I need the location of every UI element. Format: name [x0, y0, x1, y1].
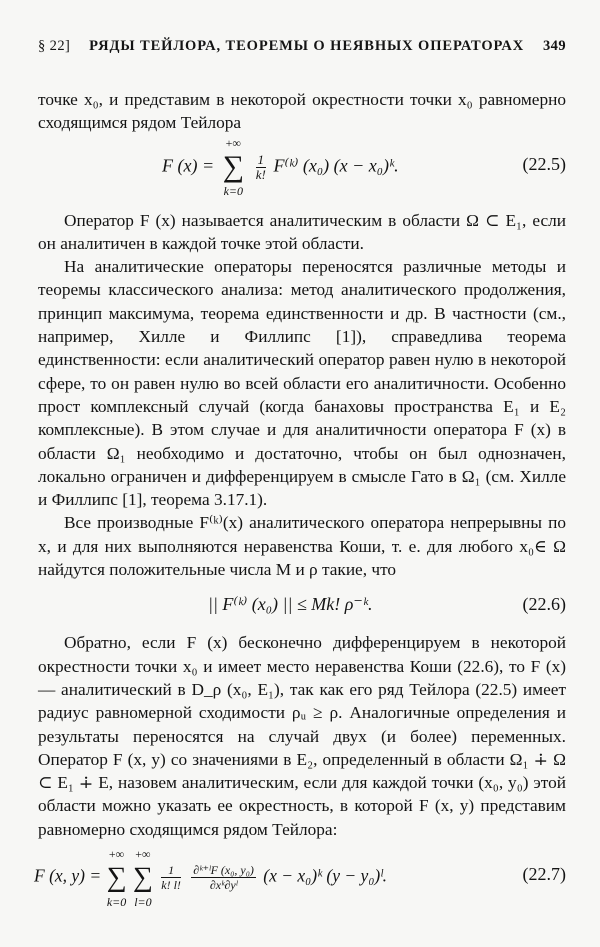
- paragraph-2: Оператор F (x) называется аналитическим в области Ω ⊂ E₁, если он аналитичен в каждой точке этой области.: [38, 210, 566, 253]
- formula-22-7: [34, 846, 566, 911]
- formula-22-6: [38, 585, 566, 625]
- formula-lhs: F (x, y) =: [34, 865, 102, 886]
- sum-lower-limit: k=0: [223, 184, 244, 199]
- fraction-partial-derivative: [191, 863, 256, 892]
- sum-upper-limit: +∞: [108, 846, 125, 861]
- fraction-numerator: 1: [257, 151, 265, 167]
- fraction-factorials: [161, 863, 181, 892]
- fraction-denominator: k!: [255, 166, 266, 182]
- formula-22-5: [38, 136, 566, 203]
- equation-number: (22.7): [522, 864, 566, 885]
- page-number: 349: [543, 38, 566, 54]
- page-body: [34, 88, 566, 911]
- sum-lower-limit: l=0: [134, 894, 152, 909]
- formula-lhs: F (x) =: [162, 155, 215, 176]
- paragraph-1: точке x₀, и представим в некоторой окрестности точки x₀ равномерно сходящимся рядом Тейлора: [38, 90, 566, 133]
- paragraph-5: Обратно, если F (x) бесконечно дифференцируем в некоторой окрестности точки x₀ и имеет место неравенства Коши (22.6), то F (x) — аналитический в D_ρ (x₀, E₁), так как его ряд Тейлора (22.5) имеет радиус равномерной сходимости ρᵤ ≥ ρ. Аналогичные определения и результаты переносятся на случай двух (и более) переменных. Оператор F (x, y) со значениями в E₂, определенный в области Ω₁ ∔ Ω ⊂ E₁ ∔ E, назовем аналитическим, если для каждой точки (x₀, y₀) этой области можно указать ее окрестность, в которой F (x, y) представим равномерно сходящимся рядом Тейлора:: [38, 633, 566, 839]
- fraction-numerator: 1: [161, 863, 181, 878]
- formula-rhs: (x − x₀)ᵏ (y − y₀)ˡ.: [263, 865, 387, 886]
- fraction: [256, 153, 267, 182]
- formula-expression: || F⁽ᵏ⁾ (x₀) || ≤ Mk! ρ⁻ᵏ.: [208, 594, 373, 615]
- formula-rhs: F⁽ᵏ⁾ (x₀) (x − x₀)ᵏ.: [273, 155, 399, 176]
- sum-symbol: ∑ +∞ k=0: [222, 136, 245, 199]
- fraction-denominator: ∂xᵏ∂yˡ: [209, 878, 238, 893]
- fraction-numerator: ∂ᵏ⁺ˡF (x₀, y₀): [193, 863, 254, 878]
- equation-number: (22.6): [522, 594, 566, 615]
- sum-upper-limit: +∞: [225, 136, 241, 151]
- sum-symbol-l: ∑ +∞ l=0: [132, 846, 153, 909]
- fraction-denominator: k! l!: [161, 878, 181, 893]
- paragraph-4: Все производные F⁽ᵏ⁾(x) аналитического оператора непрерывны по x, и для них выполняются неравенства Коши, т. е. для любого x₀∈ Ω найдутся положительные числа M и ρ такие, что: [38, 513, 566, 580]
- sum-lower-limit: k=0: [106, 894, 127, 909]
- chapter-title: РЯДЫ ТЕЙЛОРА, ТЕОРЕМЫ О НЕЯВНЫХ ОПЕРАТОРАХ: [89, 38, 525, 54]
- equation-number: (22.5): [522, 153, 566, 174]
- section-ref: § 22]: [38, 38, 71, 54]
- sum-upper-limit: +∞: [135, 846, 151, 861]
- running-header: [38, 38, 566, 55]
- sum-symbol-k: ∑ +∞ k=0: [106, 846, 127, 909]
- paragraph-3: На аналитические операторы переносятся различные методы и теоремы классического анализа: метод аналитического продолжения, принцип максимума, теорема единственности и др. В частности (см., например, Хилле и Филлипс [1]), справедлива теорема единственности: если аналитический оператор равен нулю в некоторой сфере, то он равен нулю во всей области его аналитичности. Особенно прост комплексный случай (когда банаховы пространства E₁ и E₂ комплексные). В этом случае и для аналитичности оператора F (x) в области Ω₁ необходимо и достаточно, чтобы он был однозначен, локально ограничен и дифференцируем в смысле Гато в Ω₁ (см. Хилле и Филлипс [1], теорема 3.17.1).: [38, 257, 566, 510]
